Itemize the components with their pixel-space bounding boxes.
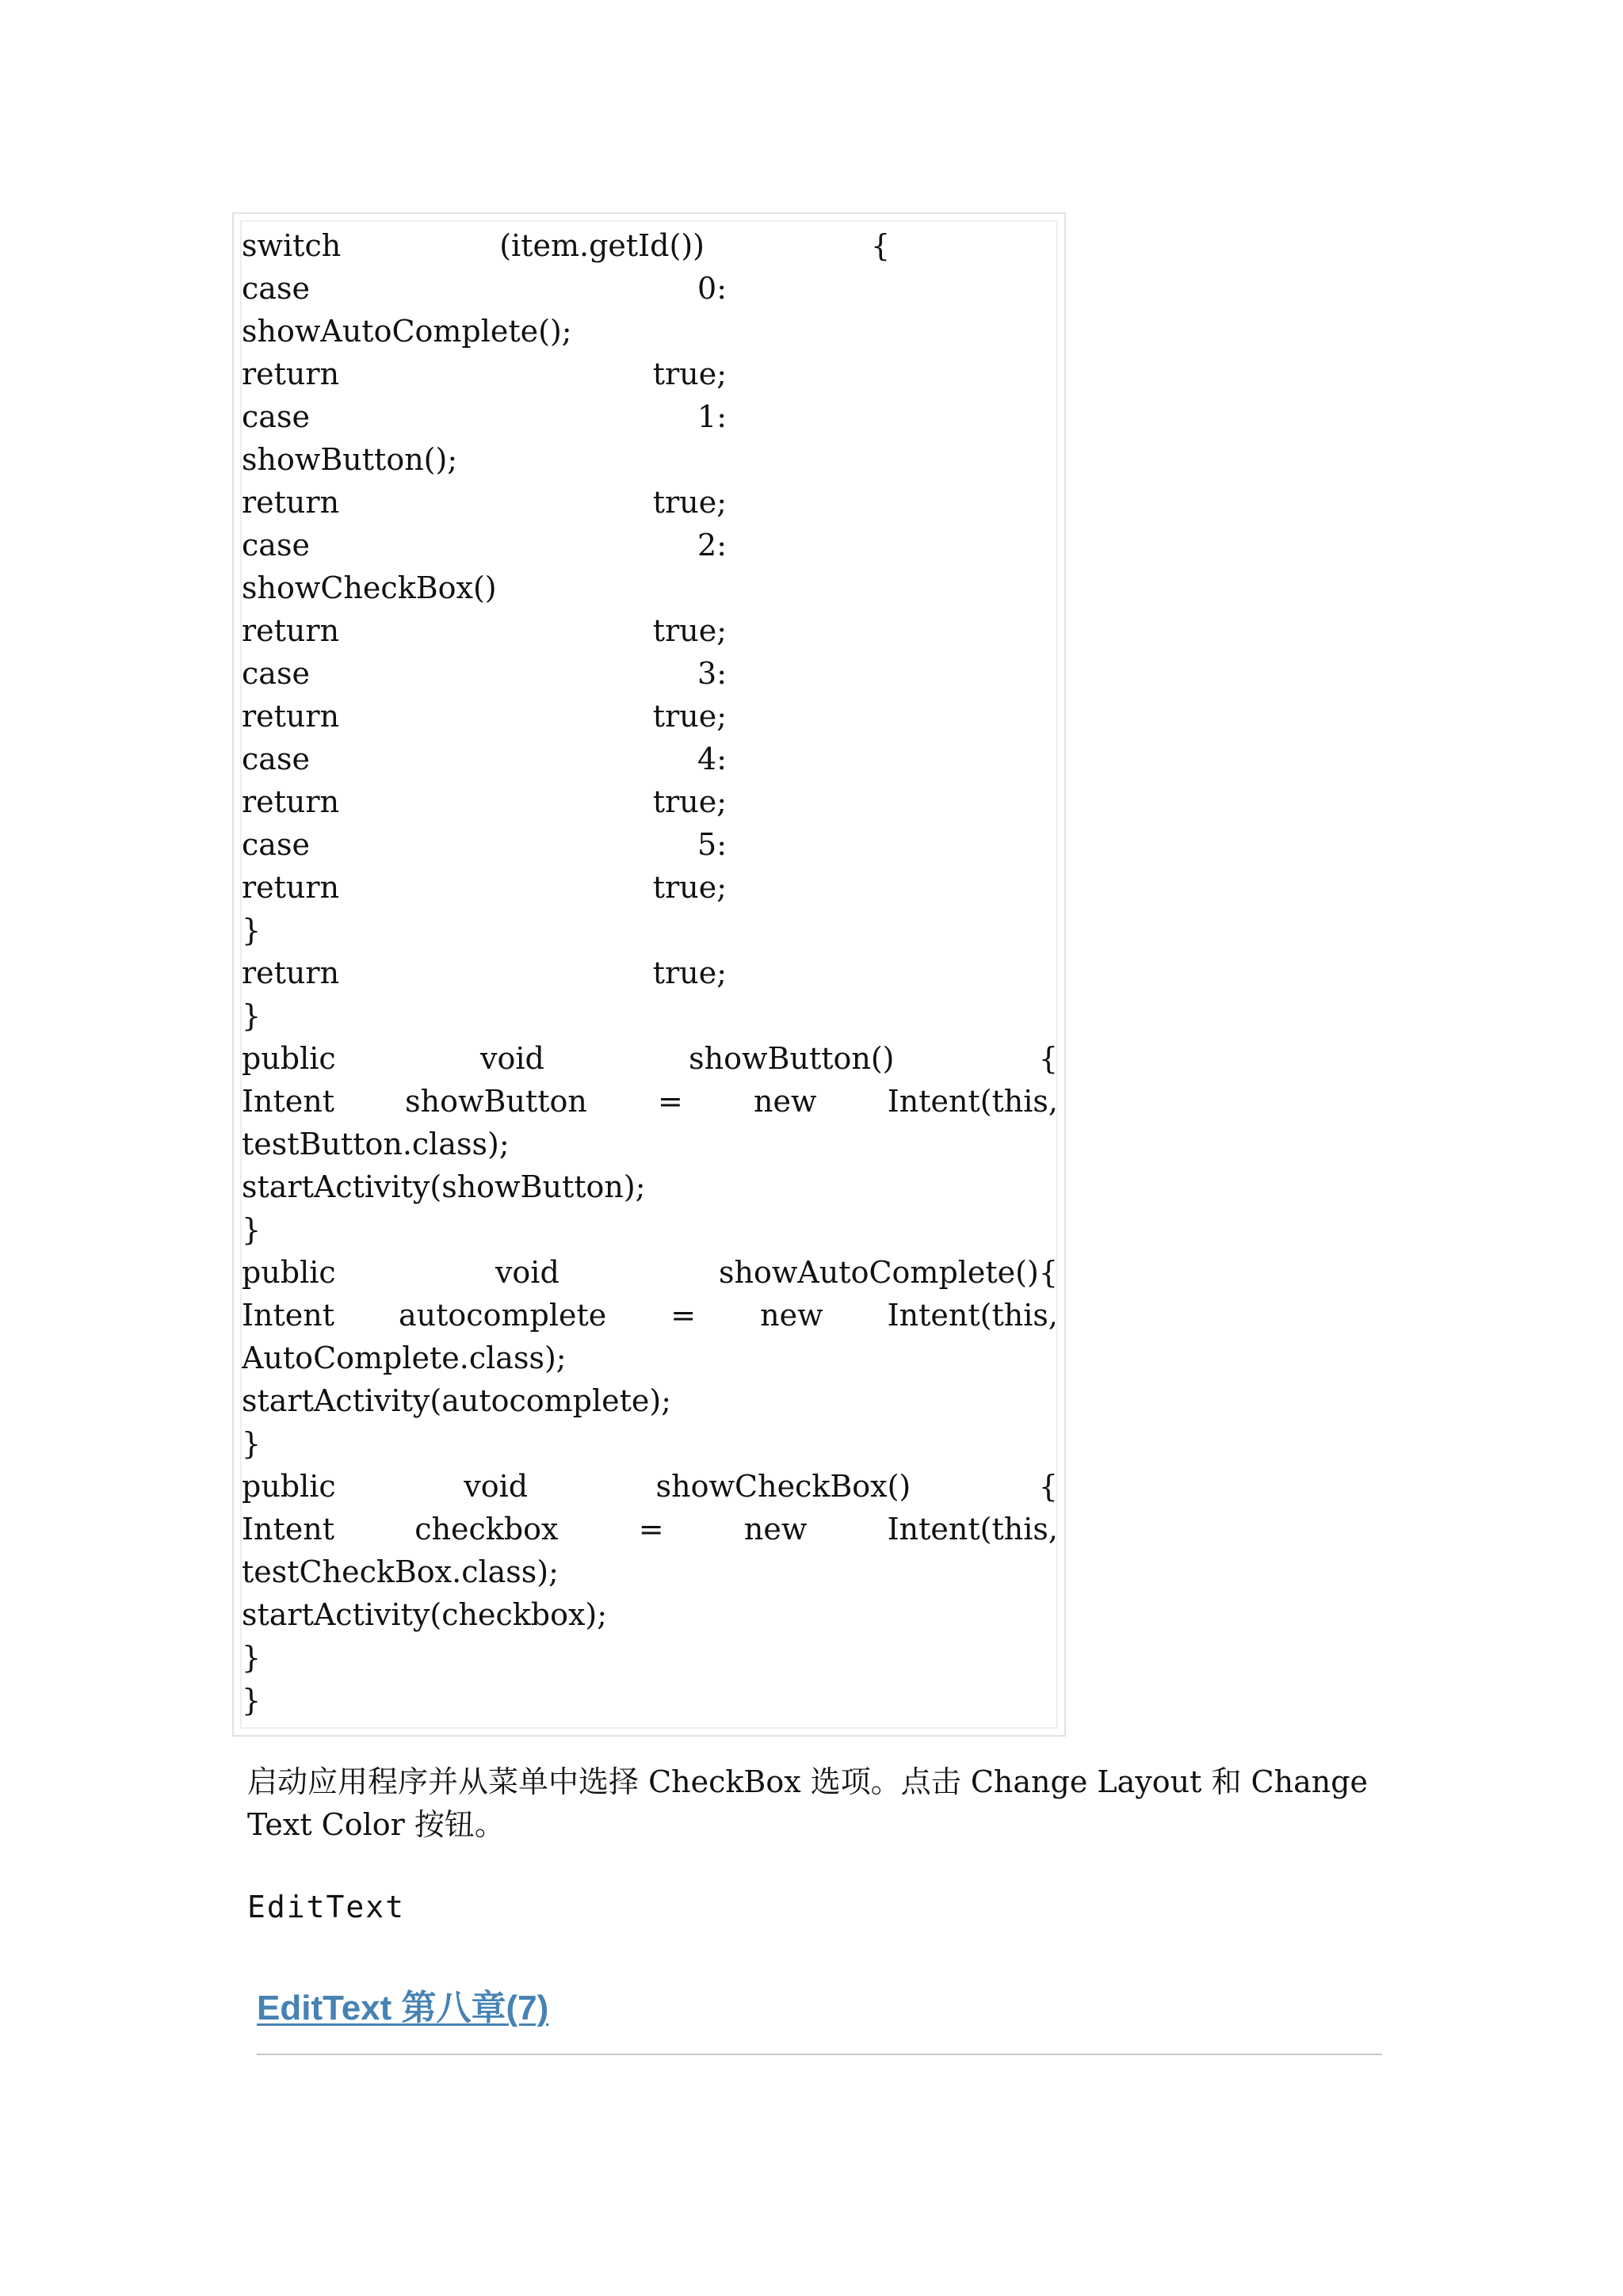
code-line	[242, 952, 1058, 994]
code-token: switch	[242, 228, 342, 263]
code-token: =	[670, 1298, 697, 1333]
code-token: true;	[652, 357, 727, 391]
code-token: return	[242, 870, 340, 905]
code-token: startActivity(autocomplete);	[242, 1383, 672, 1418]
code-token: showCheckBox()	[242, 570, 497, 605]
code-line	[242, 1422, 1058, 1465]
code-line	[242, 1165, 1058, 1208]
code-token: {	[870, 228, 891, 263]
code-token: true;	[652, 699, 727, 734]
code-token: return	[242, 955, 340, 990]
code-token: public	[242, 1041, 336, 1076]
code-token: return	[242, 613, 340, 648]
code-line	[242, 1123, 1058, 1165]
code-token: new	[743, 1512, 808, 1547]
code-line	[242, 1593, 1058, 1636]
code-line	[242, 695, 1058, 738]
code-token: Intent(this,	[887, 1298, 1058, 1333]
code-token: testButton.class);	[242, 1127, 510, 1161]
code-line	[242, 1337, 1058, 1379]
code-token: {	[1038, 1469, 1058, 1504]
code-token: startActivity(showButton);	[242, 1169, 646, 1204]
code-token: new	[754, 1084, 817, 1119]
code-line	[242, 1037, 1058, 1080]
code-token: }	[242, 913, 262, 948]
code-token: }	[242, 1683, 262, 1718]
code-token: 5:	[697, 827, 727, 862]
code-token: =	[638, 1512, 664, 1547]
code-token: return	[242, 485, 340, 520]
edittext-label: EditText	[247, 1890, 406, 1924]
code-token: showButton();	[242, 442, 458, 477]
code-line	[242, 524, 1058, 566]
code-line	[242, 609, 1058, 652]
code-token: true;	[652, 613, 727, 648]
code-token: return	[242, 699, 340, 734]
code-token: AutoComplete.class);	[242, 1341, 567, 1375]
code-token: }	[242, 998, 262, 1033]
code-token: showAutoComplete(){	[719, 1255, 1058, 1290]
code-line	[242, 1251, 1058, 1294]
code-token: case	[242, 528, 310, 563]
code-token: true;	[652, 955, 727, 990]
code-token: return	[242, 357, 340, 391]
code-token: {	[1038, 1041, 1058, 1076]
code-token: 2:	[697, 528, 727, 563]
code-token: Intent(this,	[887, 1084, 1058, 1119]
code-token: 1:	[697, 399, 727, 434]
code-line	[242, 866, 1058, 909]
code-line	[242, 909, 1058, 952]
code-line	[242, 780, 1058, 823]
code-line	[242, 438, 1058, 481]
code-line	[242, 1379, 1058, 1422]
code-token: new	[760, 1298, 823, 1333]
code-line	[242, 1550, 1058, 1593]
code-token: case	[242, 656, 310, 691]
code-line	[242, 1080, 1058, 1123]
code-token: case	[242, 271, 310, 306]
code-token: void	[480, 1041, 544, 1076]
code-token: true;	[652, 485, 727, 520]
code-line	[242, 353, 1058, 395]
code-token: autocomplete	[399, 1298, 607, 1333]
code-token: Intent	[242, 1298, 334, 1333]
code-token: case	[242, 399, 310, 434]
code-line	[242, 1208, 1058, 1251]
section-heading-link[interactable]: EditText 第八章(7)	[257, 1989, 549, 2027]
code-line	[242, 823, 1058, 866]
code-token: return	[242, 784, 340, 819]
code-token: public	[242, 1469, 336, 1504]
code-line	[242, 267, 1058, 310]
code-token: }	[242, 1426, 262, 1461]
code-line	[242, 1294, 1058, 1337]
code-token: showAutoComplete();	[242, 314, 572, 349]
code-token: case	[242, 827, 310, 862]
code-token: testCheckBox.class);	[242, 1554, 559, 1589]
code-token: showButton()	[689, 1041, 895, 1076]
code-line	[242, 395, 1058, 438]
code-token: public	[242, 1255, 336, 1290]
code-line	[242, 224, 1058, 267]
instruction-paragraph: 启动应用程序并从菜单中选择 CheckBox 选项。点击 Change Layout 和 Change Text Color 按钮。	[247, 1764, 1369, 1842]
code-line	[242, 1679, 1058, 1722]
code-token: 3:	[697, 656, 727, 691]
code-token: =	[658, 1084, 683, 1119]
code-token: Intent	[242, 1512, 334, 1547]
code-line	[242, 566, 1058, 609]
code-token: case	[242, 742, 310, 776]
code-token: startActivity(checkbox);	[242, 1597, 608, 1632]
code-token: Intent	[242, 1084, 334, 1119]
code-token: showButton	[405, 1084, 587, 1119]
code-line	[242, 994, 1058, 1037]
code-line	[242, 1465, 1058, 1508]
code-token: void	[464, 1469, 529, 1504]
code-token: }	[242, 1640, 262, 1675]
heading-divider	[257, 2054, 1382, 2055]
code-lines	[242, 224, 1058, 1722]
code-token: void	[495, 1255, 559, 1290]
code-token: true;	[652, 870, 727, 905]
code-line	[242, 1508, 1058, 1550]
code-line	[242, 310, 1058, 353]
code-token: checkbox	[414, 1512, 559, 1547]
code-line	[242, 652, 1058, 695]
code-line	[242, 481, 1058, 524]
code-token: showCheckBox()	[655, 1469, 911, 1504]
code-token: 0:	[697, 271, 727, 306]
code-token: Intent(this,	[887, 1512, 1058, 1547]
code-line	[242, 738, 1058, 780]
code-token: true;	[652, 784, 727, 819]
code-token: 4:	[697, 742, 727, 776]
code-line	[242, 1636, 1058, 1679]
code-token: (item.getId())	[499, 228, 705, 263]
code-token: }	[242, 1212, 262, 1247]
